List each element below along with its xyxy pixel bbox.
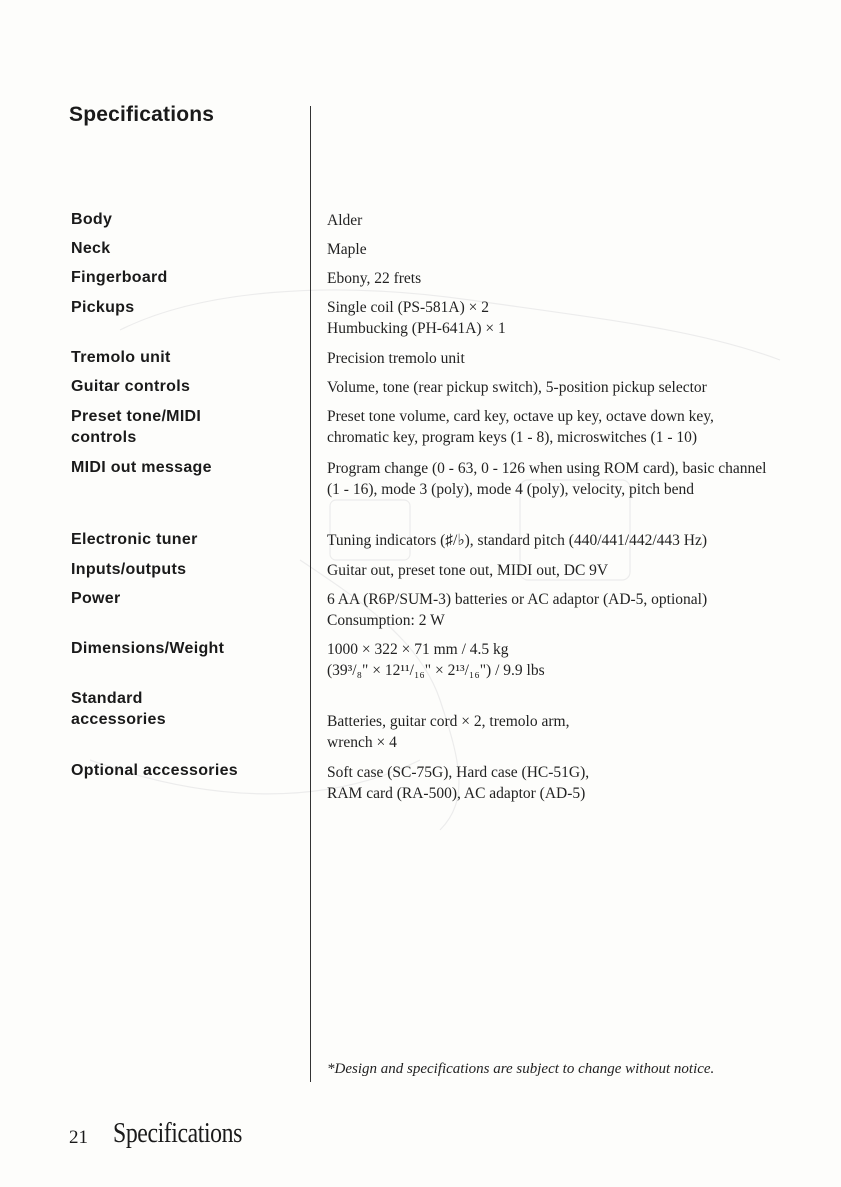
spec-label-electronic-tuner: Electronic tuner — [71, 531, 198, 548]
spec-label-power: Power — [71, 590, 121, 607]
spec-label-preset-tone-midi-controls: Preset tone/MIDI controls — [71, 408, 202, 446]
spec-value-neck: Maple — [327, 241, 367, 258]
spec-value-pickups: Single coil (PS-581A) × 2 Humbucking (PH-641A) × 1 — [327, 299, 506, 337]
spec-label-inputs-outputs: Inputs/outputs — [71, 561, 187, 578]
spec-label-standard-accessories: Standard accessories — [71, 690, 166, 728]
spec-value-tremolo-unit: Precision tremolo unit — [327, 350, 465, 367]
spec-value-body: Alder — [327, 212, 363, 229]
spec-value-preset-tone-midi-controls: Preset tone volume, card key, octave up key, octave down key, chromatic key, program keys (1 - 8), microswitches (1 - 10) — [327, 408, 714, 446]
spec-label-fingerboard: Fingerboard — [71, 269, 168, 286]
page-number: 21 — [69, 1127, 88, 1148]
spec-value-dimensions-weight: 1000 × 322 × 71 mm / 4.5 kg (39³/₈" × 12¹¹/₁₆" × 2¹³/₁₆") / 9.9 lbs — [327, 641, 545, 679]
spec-label-body: Body — [71, 211, 113, 228]
spec-label-tremolo-unit: Tremolo unit — [71, 349, 171, 366]
spec-label-neck: Neck — [71, 240, 111, 257]
column-divider — [310, 106, 311, 1082]
spec-value-electronic-tuner: Tuning indicators (♯/♭), standard pitch (440/441/442/443 Hz) — [327, 532, 707, 549]
spec-value-fingerboard: Ebony, 22 frets — [327, 270, 422, 287]
spec-label-optional-accessories: Optional accessories — [71, 762, 238, 779]
spec-value-midi-out-message: Program change (0 - 63, 0 - 126 when using ROM card), basic channel (1 - 16), mode 3 (poly), mode 4 (poly), velocity, pitch bend — [327, 460, 767, 498]
footer-section-title: Specifications — [113, 1117, 242, 1149]
spec-value-guitar-controls: Volume, tone (rear pickup switch), 5-position pickup selector — [327, 379, 707, 396]
page-title: Specifications — [69, 103, 215, 126]
spec-label-midi-out-message: MIDI out message — [71, 459, 212, 476]
spec-label-pickups: Pickups — [71, 299, 135, 316]
spec-value-optional-accessories: Soft case (SC-75G), Hard case (HC-51G), RAM card (RA-500), AC adaptor (AD-5) — [327, 764, 590, 802]
spec-value-standard-accessories: Batteries, guitar cord × 2, tremolo arm, wrench × 4 — [327, 713, 570, 751]
spec-value-power: 6 AA (R6P/SUM-3) batteries or AC adaptor (AD-5, optional) Consumption: 2 W — [327, 591, 708, 629]
disclaimer-note: *Design and specifications are subject to change without notice. — [327, 1061, 715, 1077]
spec-label-dimensions-weight: Dimensions/Weight — [71, 640, 225, 657]
spec-value-inputs-outputs: Guitar out, preset tone out, MIDI out, DC 9V — [327, 562, 609, 579]
spec-label-guitar-controls: Guitar controls — [71, 378, 191, 395]
